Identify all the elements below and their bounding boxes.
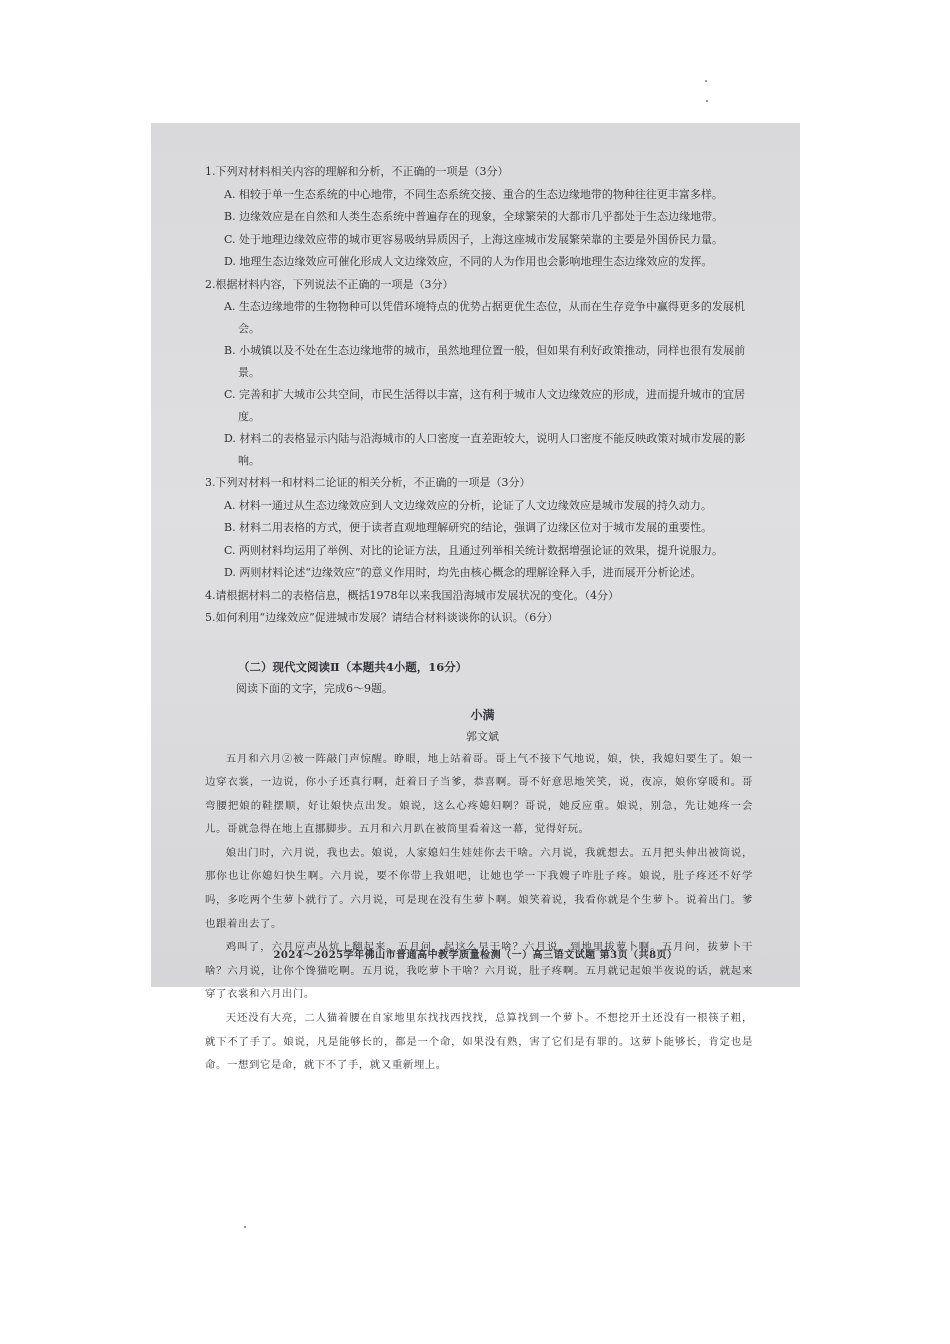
question-stem: 2.根据材料内容，下列说法不正确的一项是（3分） bbox=[205, 277, 454, 291]
question-4: 4.请根据材料二的表格信息，概括1978年以来我国沿海城市发展状况的变化。（4分） bbox=[205, 588, 619, 602]
option-a: A. 生态边缘地带的生物物种可以凭借环境特点的优势占据更优生态位，从而在生存竞争中赢得更多的发展机会。 bbox=[224, 300, 745, 335]
option-b: B. 材料二用表格的方式，便于读者直观地理解研究的结论，强调了边缘区位对于城市发展的重要性。 bbox=[224, 521, 713, 534]
option-d: D. 材料二的表格显示内陆与沿海城市的人口密度一直差距较大，说明人口密度不能反映政策对城市发展的影响。 bbox=[224, 432, 746, 467]
scan-speck bbox=[244, 1226, 246, 1228]
page-footer: 2024～2025学年佛山市普通高中教学质量检测（一）高三语文试题 第3页（共8页） bbox=[273, 950, 678, 961]
story-title: 小满 bbox=[470, 707, 495, 722]
question-5: 5.如何利用“边缘效应”促进城市发展？请结合材料谈谈你的认识。（6分） bbox=[205, 611, 559, 624]
question-stem: 3.下列对材料一和材料二论证的相关分析，不正确的一项是（3分） bbox=[205, 476, 531, 489]
option-a: A. 材料一通过从生态边缘效应到人文边缘效应的分析，论证了人文边缘效应是城市发展的持久动力。 bbox=[224, 498, 712, 512]
story-paragraph: 娘出门时，六月说，我也去。娘说，人家媳妇生娃娃你去干啥。六月说，我就想去。五月把头伸出被筒说，那你也让你媳妇快生啊。六月说，要不你带上我姐吧，让她也学一下我嫂子咋肚子疼。娘说，肚子疼还不好学吗，多吃两个生萝卜就行了。六月说，可是现在没有生萝卜啊。娘笑着说，我看你就是个生萝卜。说着出门。爹也跟着出去了。 bbox=[205, 846, 753, 930]
option-c: C. 两则材料均运用了举例、对比的论证方法，且通过列举相关统计数据增强论证的效果，提升说服力。 bbox=[224, 543, 724, 557]
question-1 bbox=[205, 161, 760, 274]
story-paragraph: 五月和六月②被一阵敲门声惊醒。睁眼，地上站着哥。哥上气不接下气地说，娘，快，我媳妇要生了。娘一边穿衣裳，一边说，你小子还真行啊，赶着日子当爹，恭喜啊。哥不好意思地笑笑，说，夜凉，娘你穿暖和。哥弯腰把娘的鞋摆顺，好让娘快点出发。娘说，这么心疼媳妇啊？哥说，她反应重。娘说，别急，先让她疼一会儿。哥就急得在地上直挪脚步。五月和六月趴在被筒里看着这一幕，觉得好玩。 bbox=[205, 752, 753, 836]
section-title: （二）现代文阅读Ⅱ（本题共4小题，16分） bbox=[238, 659, 468, 674]
option-b: B. 边缘效应是在自然和人类生态系统中普遍存在的现象，全球繁荣的大都市几乎都处于生态边缘地带。 bbox=[224, 210, 724, 223]
option-c: C. 处于地理边缘效应带的城市更容易吸纳异质因子，上海这座城市发展繁荣靠的主要是外国侨民力量。 bbox=[224, 232, 724, 246]
option-c: C. 完善和扩大城市公共空间，市民生活得以丰富，这有利于城市人文边缘效应的形成，进而提升城市的宜居度。 bbox=[224, 388, 746, 423]
question-2 bbox=[205, 274, 760, 473]
question-stem: 1.下列对材料相关内容的理解和分析，不正确的一项是（3分） bbox=[205, 165, 509, 178]
scan-speck bbox=[705, 80, 707, 82]
story-paragraph: 天还没有大亮，二人猫着腰在自家地里东找找西找找，总算找到一个萝卜。不想挖开土还没有一根筷子粗，就下不了手了。娘说，凡是能够长的，都是一个命，如果没有熟，害了它们是有罪的。这萝卜能够长，肯定也是命。一想到它是命，就下不了手，就又重新埋上。 bbox=[205, 1012, 753, 1072]
story-author: 郭文斌 bbox=[466, 729, 499, 743]
option-a: A. 相较于单一生态系统的中心地带，不同生态系统交接、重合的生态边缘地带的物种往往更丰富多样。 bbox=[224, 187, 723, 201]
option-d: D. 两则材料论述“边缘效应”的意义作用时，均先由核心概念的理解诠释入手，进而展开分析论述。 bbox=[224, 566, 702, 579]
question-3 bbox=[205, 472, 760, 585]
story-paragraph: 鸡叫了，六月应声从炕上翻起来。五月问，起这么早干啥？六月说，到地里拔萝卜啊。五月问，拔萝卜干啥？六月说，让你个馋猫吃啊。五月说，我吃萝卜干啥？六月说，肚子疼啊。五月就记起娘半夜说的话，就起来穿了衣裳和六月出门。 bbox=[205, 941, 753, 1001]
option-d: D. 地理生态边缘效应可催化形成人文边缘效应，不同的人为作用也会影响地理生态边缘效应的发挥。 bbox=[224, 255, 713, 268]
section-instruction: 阅读下面的文字，完成6～9题。 bbox=[236, 681, 393, 695]
scan-speck bbox=[706, 100, 708, 102]
option-b: B. 小城镇以及不处在生态边缘地带的城市，虽然地理位置一般，但如果有利好政策推动，同样也很有发展前景。 bbox=[224, 344, 746, 379]
scanned-page-photo bbox=[151, 123, 800, 1072]
